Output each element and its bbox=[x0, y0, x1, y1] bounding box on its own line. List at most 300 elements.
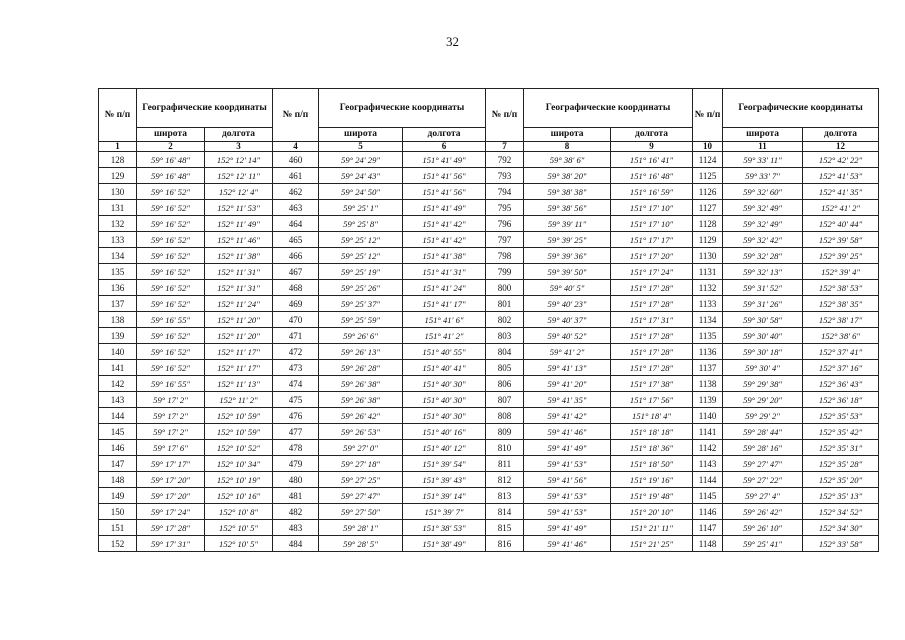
point-number-cell: 481 bbox=[273, 488, 319, 504]
latitude-cell: 59° 27' 25" bbox=[319, 472, 403, 488]
table-row bbox=[99, 344, 879, 360]
longitude-cell: 152° 11' 20" bbox=[205, 328, 273, 344]
latitude-cell: 59° 24' 29" bbox=[319, 152, 403, 168]
point-number-cell: 141 bbox=[99, 360, 137, 376]
longitude-cell: 151° 16' 59" bbox=[611, 184, 693, 200]
longitude-cell: 152° 35' 31" bbox=[803, 440, 879, 456]
latitude-cell: 59° 17' 31" bbox=[137, 536, 205, 552]
longitude-cell: 151° 40' 30" bbox=[403, 376, 486, 392]
longitude-cell: 152° 11' 24" bbox=[205, 296, 273, 312]
point-number-cell: 473 bbox=[273, 360, 319, 376]
latitude-cell: 59° 41' 20" bbox=[524, 376, 611, 392]
point-number-cell: 128 bbox=[99, 152, 137, 168]
latitude-cell: 59° 33' 7" bbox=[723, 168, 803, 184]
latitude-cell: 59° 29' 20" bbox=[723, 392, 803, 408]
point-number-cell: 132 bbox=[99, 216, 137, 232]
point-number-cell: 131 bbox=[99, 200, 137, 216]
column-number: 12 bbox=[803, 142, 879, 152]
longitude-cell: 152° 35' 28" bbox=[803, 456, 879, 472]
longitude-cell: 151° 17' 28" bbox=[611, 296, 693, 312]
longitude-cell: 151° 16' 48" bbox=[611, 168, 693, 184]
latitude-cell: 59° 41' 53" bbox=[524, 504, 611, 520]
point-number-cell: 483 bbox=[273, 520, 319, 536]
point-number-cell: 137 bbox=[99, 296, 137, 312]
longitude-cell: 151° 41' 49" bbox=[403, 152, 486, 168]
latitude-cell: 59° 17' 24" bbox=[137, 504, 205, 520]
point-number-cell: 810 bbox=[486, 440, 524, 456]
point-number-cell: 134 bbox=[99, 248, 137, 264]
latitude-cell: 59° 17' 6" bbox=[137, 440, 205, 456]
point-number-cell: 152 bbox=[99, 536, 137, 552]
latitude-cell: 59° 31' 26" bbox=[723, 296, 803, 312]
point-number-cell: 147 bbox=[99, 456, 137, 472]
latitude-cell: 59° 41' 53" bbox=[524, 456, 611, 472]
latitude-cell: 59° 16' 52" bbox=[137, 200, 205, 216]
header-lon: долгота bbox=[403, 128, 486, 142]
latitude-cell: 59° 29' 2" bbox=[723, 408, 803, 424]
latitude-cell: 59° 40' 5" bbox=[524, 280, 611, 296]
latitude-cell: 59° 32' 28" bbox=[723, 248, 803, 264]
longitude-cell: 152° 35' 42" bbox=[803, 424, 879, 440]
table-row bbox=[99, 504, 879, 520]
point-number-cell: 135 bbox=[99, 264, 137, 280]
longitude-cell: 151° 17' 31" bbox=[611, 312, 693, 328]
point-number-cell: 151 bbox=[99, 520, 137, 536]
table-row bbox=[99, 264, 879, 280]
point-number-cell: 142 bbox=[99, 376, 137, 392]
point-number-cell: 1147 bbox=[693, 520, 723, 536]
table-row bbox=[99, 216, 879, 232]
table-row bbox=[99, 152, 879, 168]
point-number-cell: 1142 bbox=[693, 440, 723, 456]
table-row bbox=[99, 424, 879, 440]
point-number-cell: 136 bbox=[99, 280, 137, 296]
longitude-cell: 151° 41' 6" bbox=[403, 312, 486, 328]
longitude-cell: 151° 18' 50" bbox=[611, 456, 693, 472]
longitude-cell: 151° 40' 55" bbox=[403, 344, 486, 360]
longitude-cell: 152° 38' 6" bbox=[803, 328, 879, 344]
longitude-cell: 152° 40' 44" bbox=[803, 216, 879, 232]
latitude-cell: 59° 31' 52" bbox=[723, 280, 803, 296]
table-row bbox=[99, 392, 879, 408]
longitude-cell: 152° 39' 25" bbox=[803, 248, 879, 264]
latitude-cell: 59° 27' 0" bbox=[319, 440, 403, 456]
longitude-cell: 152° 41' 2" bbox=[803, 200, 879, 216]
longitude-cell: 151° 17' 20" bbox=[611, 248, 693, 264]
longitude-cell: 151° 17' 56" bbox=[611, 392, 693, 408]
latitude-cell: 59° 25' 41" bbox=[723, 536, 803, 552]
point-number-cell: 813 bbox=[486, 488, 524, 504]
point-number-cell: 795 bbox=[486, 200, 524, 216]
point-number-cell: 807 bbox=[486, 392, 524, 408]
latitude-cell: 59° 39' 36" bbox=[524, 248, 611, 264]
longitude-cell: 151° 18' 18" bbox=[611, 424, 693, 440]
latitude-cell: 59° 25' 19" bbox=[319, 264, 403, 280]
column-number: 4 bbox=[273, 142, 319, 152]
longitude-cell: 151° 41' 56" bbox=[403, 168, 486, 184]
point-number-cell: 1132 bbox=[693, 280, 723, 296]
table-row bbox=[99, 168, 879, 184]
latitude-cell: 59° 39' 11" bbox=[524, 216, 611, 232]
longitude-cell: 151° 41' 31" bbox=[403, 264, 486, 280]
latitude-cell: 59° 25' 59" bbox=[319, 312, 403, 328]
point-number-cell: 1129 bbox=[693, 232, 723, 248]
header-lat: широта bbox=[723, 128, 803, 142]
latitude-cell: 59° 16' 52" bbox=[137, 264, 205, 280]
point-number-cell: 145 bbox=[99, 424, 137, 440]
point-number-cell: 466 bbox=[273, 248, 319, 264]
table-row bbox=[99, 376, 879, 392]
point-number-cell: 1135 bbox=[693, 328, 723, 344]
latitude-cell: 59° 26' 38" bbox=[319, 376, 403, 392]
table-row bbox=[99, 472, 879, 488]
latitude-cell: 59° 38' 56" bbox=[524, 200, 611, 216]
table-row bbox=[99, 200, 879, 216]
longitude-cell: 152° 11' 13" bbox=[205, 376, 273, 392]
longitude-cell: 152° 35' 20" bbox=[803, 472, 879, 488]
column-number: 10 bbox=[693, 142, 723, 152]
longitude-cell: 151° 40' 16" bbox=[403, 424, 486, 440]
point-number-cell: 808 bbox=[486, 408, 524, 424]
latitude-cell: 59° 30' 4" bbox=[723, 360, 803, 376]
longitude-cell: 152° 11' 49" bbox=[205, 216, 273, 232]
latitude-cell: 59° 16' 48" bbox=[137, 168, 205, 184]
latitude-cell: 59° 16' 52" bbox=[137, 344, 205, 360]
longitude-cell: 152° 11' 46" bbox=[205, 232, 273, 248]
latitude-cell: 59° 30' 40" bbox=[723, 328, 803, 344]
latitude-cell: 59° 16' 48" bbox=[137, 152, 205, 168]
header-coords: Географические координаты bbox=[723, 89, 879, 128]
point-number-cell: 1148 bbox=[693, 536, 723, 552]
latitude-cell: 59° 25' 8" bbox=[319, 216, 403, 232]
longitude-cell: 151° 41' 42" bbox=[403, 232, 486, 248]
point-number-cell: 1143 bbox=[693, 456, 723, 472]
table-row bbox=[99, 440, 879, 456]
latitude-cell: 59° 41' 49" bbox=[524, 520, 611, 536]
longitude-cell: 152° 38' 53" bbox=[803, 280, 879, 296]
latitude-cell: 59° 38' 20" bbox=[524, 168, 611, 184]
latitude-cell: 59° 16' 55" bbox=[137, 312, 205, 328]
longitude-cell: 152° 34' 30" bbox=[803, 520, 879, 536]
point-number-cell: 474 bbox=[273, 376, 319, 392]
longitude-cell: 151° 18' 36" bbox=[611, 440, 693, 456]
longitude-cell: 152° 10' 34" bbox=[205, 456, 273, 472]
longitude-cell: 151° 17' 17" bbox=[611, 232, 693, 248]
longitude-cell: 152° 10' 8" bbox=[205, 504, 273, 520]
table-row bbox=[99, 184, 879, 200]
longitude-cell: 151° 39' 14" bbox=[403, 488, 486, 504]
longitude-cell: 151° 17' 28" bbox=[611, 328, 693, 344]
longitude-cell: 152° 10' 5" bbox=[205, 520, 273, 536]
latitude-cell: 59° 39' 25" bbox=[524, 232, 611, 248]
latitude-cell: 59° 39' 50" bbox=[524, 264, 611, 280]
point-number-cell: 463 bbox=[273, 200, 319, 216]
point-number-cell: 462 bbox=[273, 184, 319, 200]
longitude-cell: 152° 10' 52" bbox=[205, 440, 273, 456]
latitude-cell: 59° 32' 13" bbox=[723, 264, 803, 280]
longitude-cell: 151° 39' 43" bbox=[403, 472, 486, 488]
point-number-cell: 793 bbox=[486, 168, 524, 184]
latitude-cell: 59° 26' 38" bbox=[319, 392, 403, 408]
latitude-cell: 59° 16' 52" bbox=[137, 232, 205, 248]
latitude-cell: 59° 32' 60" bbox=[723, 184, 803, 200]
longitude-cell: 152° 42' 22" bbox=[803, 152, 879, 168]
longitude-cell: 151° 19' 16" bbox=[611, 472, 693, 488]
header-lon: долгота bbox=[205, 128, 273, 142]
header-no: № п/п bbox=[273, 89, 319, 142]
point-number-cell: 465 bbox=[273, 232, 319, 248]
column-number: 6 bbox=[403, 142, 486, 152]
latitude-cell: 59° 27' 18" bbox=[319, 456, 403, 472]
point-number-cell: 467 bbox=[273, 264, 319, 280]
longitude-cell: 152° 39' 58" bbox=[803, 232, 879, 248]
point-number-cell: 816 bbox=[486, 536, 524, 552]
longitude-cell: 152° 10' 59" bbox=[205, 408, 273, 424]
longitude-cell: 152° 36' 43" bbox=[803, 376, 879, 392]
longitude-cell: 152° 11' 38" bbox=[205, 248, 273, 264]
table-row bbox=[99, 248, 879, 264]
table-row bbox=[99, 536, 879, 552]
point-number-cell: 482 bbox=[273, 504, 319, 520]
latitude-cell: 59° 25' 37" bbox=[319, 296, 403, 312]
point-number-cell: 479 bbox=[273, 456, 319, 472]
latitude-cell: 59° 41' 46" bbox=[524, 536, 611, 552]
longitude-cell: 151° 39' 54" bbox=[403, 456, 486, 472]
latitude-cell: 59° 17' 17" bbox=[137, 456, 205, 472]
latitude-cell: 59° 17' 20" bbox=[137, 472, 205, 488]
point-number-cell: 1145 bbox=[693, 488, 723, 504]
table-row bbox=[99, 328, 879, 344]
point-number-cell: 796 bbox=[486, 216, 524, 232]
point-number-cell: 1146 bbox=[693, 504, 723, 520]
point-number-cell: 798 bbox=[486, 248, 524, 264]
point-number-cell: 797 bbox=[486, 232, 524, 248]
longitude-cell: 151° 20' 10" bbox=[611, 504, 693, 520]
point-number-cell: 792 bbox=[486, 152, 524, 168]
longitude-cell: 151° 17' 10" bbox=[611, 200, 693, 216]
point-number-cell: 144 bbox=[99, 408, 137, 424]
column-number: 9 bbox=[611, 142, 693, 152]
longitude-cell: 152° 35' 13" bbox=[803, 488, 879, 504]
longitude-cell: 152° 11' 53" bbox=[205, 200, 273, 216]
latitude-cell: 59° 28' 5" bbox=[319, 536, 403, 552]
latitude-cell: 59° 17' 2" bbox=[137, 408, 205, 424]
latitude-cell: 59° 25' 1" bbox=[319, 200, 403, 216]
point-number-cell: 468 bbox=[273, 280, 319, 296]
coordinates-table bbox=[98, 88, 879, 552]
point-number-cell: 143 bbox=[99, 392, 137, 408]
latitude-cell: 59° 26' 53" bbox=[319, 424, 403, 440]
longitude-cell: 152° 10' 19" bbox=[205, 472, 273, 488]
point-number-cell: 464 bbox=[273, 216, 319, 232]
latitude-cell: 59° 27' 50" bbox=[319, 504, 403, 520]
longitude-cell: 152° 39' 4" bbox=[803, 264, 879, 280]
column-number: 1 bbox=[99, 142, 137, 152]
latitude-cell: 59° 27' 22" bbox=[723, 472, 803, 488]
longitude-cell: 151° 40' 41" bbox=[403, 360, 486, 376]
latitude-cell: 59° 41' 13" bbox=[524, 360, 611, 376]
latitude-cell: 59° 26' 28" bbox=[319, 360, 403, 376]
longitude-cell: 151° 17' 28" bbox=[611, 344, 693, 360]
header-no: № п/п bbox=[486, 89, 524, 142]
latitude-cell: 59° 16' 52" bbox=[137, 280, 205, 296]
column-number: 5 bbox=[319, 142, 403, 152]
point-number-cell: 1126 bbox=[693, 184, 723, 200]
longitude-cell: 152° 36' 18" bbox=[803, 392, 879, 408]
point-number-cell: 801 bbox=[486, 296, 524, 312]
point-number-cell: 476 bbox=[273, 408, 319, 424]
latitude-cell: 59° 27' 47" bbox=[723, 456, 803, 472]
longitude-cell: 151° 19' 48" bbox=[611, 488, 693, 504]
point-number-cell: 809 bbox=[486, 424, 524, 440]
longitude-cell: 151° 39' 7" bbox=[403, 504, 486, 520]
point-number-cell: 1140 bbox=[693, 408, 723, 424]
table-row bbox=[99, 408, 879, 424]
table-row bbox=[99, 488, 879, 504]
point-number-cell: 149 bbox=[99, 488, 137, 504]
longitude-cell: 152° 12' 14" bbox=[205, 152, 273, 168]
point-number-cell: 1130 bbox=[693, 248, 723, 264]
latitude-cell: 59° 16' 52" bbox=[137, 248, 205, 264]
longitude-cell: 152° 11' 17" bbox=[205, 360, 273, 376]
latitude-cell: 59° 17' 28" bbox=[137, 520, 205, 536]
latitude-cell: 59° 41' 56" bbox=[524, 472, 611, 488]
header-lon: долгота bbox=[611, 128, 693, 142]
latitude-cell: 59° 40' 23" bbox=[524, 296, 611, 312]
latitude-cell: 59° 41' 53" bbox=[524, 488, 611, 504]
header-lat: широта bbox=[524, 128, 611, 142]
point-number-cell: 1131 bbox=[693, 264, 723, 280]
point-number-cell: 1133 bbox=[693, 296, 723, 312]
latitude-cell: 59° 25' 26" bbox=[319, 280, 403, 296]
latitude-cell: 59° 26' 13" bbox=[319, 344, 403, 360]
longitude-cell: 151° 40' 12" bbox=[403, 440, 486, 456]
longitude-cell: 152° 11' 31" bbox=[205, 280, 273, 296]
column-number: 3 bbox=[205, 142, 273, 152]
point-number-cell: 812 bbox=[486, 472, 524, 488]
longitude-cell: 151° 41' 56" bbox=[403, 184, 486, 200]
longitude-cell: 152° 11' 20" bbox=[205, 312, 273, 328]
longitude-cell: 151° 40' 30" bbox=[403, 408, 486, 424]
latitude-cell: 59° 16' 52" bbox=[137, 296, 205, 312]
point-number-cell: 800 bbox=[486, 280, 524, 296]
latitude-cell: 59° 38' 38" bbox=[524, 184, 611, 200]
header-lat: широта bbox=[137, 128, 205, 142]
longitude-cell: 151° 38' 53" bbox=[403, 520, 486, 536]
point-number-cell: 804 bbox=[486, 344, 524, 360]
longitude-cell: 152° 10' 16" bbox=[205, 488, 273, 504]
point-number-cell: 805 bbox=[486, 360, 524, 376]
table-row bbox=[99, 280, 879, 296]
longitude-cell: 151° 38' 49" bbox=[403, 536, 486, 552]
point-number-cell: 480 bbox=[273, 472, 319, 488]
latitude-cell: 59° 41' 42" bbox=[524, 408, 611, 424]
latitude-cell: 59° 28' 44" bbox=[723, 424, 803, 440]
point-number-cell: 471 bbox=[273, 328, 319, 344]
longitude-cell: 151° 21' 25" bbox=[611, 536, 693, 552]
point-number-cell: 1125 bbox=[693, 168, 723, 184]
longitude-cell: 152° 11' 2" bbox=[205, 392, 273, 408]
latitude-cell: 59° 24' 43" bbox=[319, 168, 403, 184]
point-number-cell: 460 bbox=[273, 152, 319, 168]
point-number-cell: 1139 bbox=[693, 392, 723, 408]
column-number: 2 bbox=[137, 142, 205, 152]
table-row bbox=[99, 312, 879, 328]
latitude-cell: 59° 41' 35" bbox=[524, 392, 611, 408]
latitude-cell: 59° 27' 47" bbox=[319, 488, 403, 504]
latitude-cell: 59° 32' 42" bbox=[723, 232, 803, 248]
longitude-cell: 151° 17' 28" bbox=[611, 360, 693, 376]
latitude-cell: 59° 16' 52" bbox=[137, 184, 205, 200]
point-number-cell: 1144 bbox=[693, 472, 723, 488]
longitude-cell: 152° 10' 5" bbox=[205, 536, 273, 552]
table-body bbox=[99, 152, 879, 552]
longitude-cell: 152° 11' 17" bbox=[205, 344, 273, 360]
header-no: № п/п bbox=[99, 89, 137, 142]
point-number-cell: 484 bbox=[273, 536, 319, 552]
point-number-cell: 806 bbox=[486, 376, 524, 392]
latitude-cell: 59° 26' 10" bbox=[723, 520, 803, 536]
latitude-cell: 59° 41' 46" bbox=[524, 424, 611, 440]
header-lon: долгота bbox=[803, 128, 879, 142]
column-number: 11 bbox=[723, 142, 803, 152]
latitude-cell: 59° 32' 49" bbox=[723, 200, 803, 216]
header-lat: широта bbox=[319, 128, 403, 142]
longitude-cell: 152° 33' 58" bbox=[803, 536, 879, 552]
point-number-cell: 794 bbox=[486, 184, 524, 200]
longitude-cell: 151° 17' 28" bbox=[611, 280, 693, 296]
point-number-cell: 1137 bbox=[693, 360, 723, 376]
longitude-cell: 151° 18' 4" bbox=[611, 408, 693, 424]
point-number-cell: 814 bbox=[486, 504, 524, 520]
longitude-cell: 152° 11' 31" bbox=[205, 264, 273, 280]
point-number-cell: 138 bbox=[99, 312, 137, 328]
latitude-cell: 59° 16' 52" bbox=[137, 216, 205, 232]
latitude-cell: 59° 26' 6" bbox=[319, 328, 403, 344]
latitude-cell: 59° 25' 12" bbox=[319, 248, 403, 264]
latitude-cell: 59° 33' 11" bbox=[723, 152, 803, 168]
latitude-cell: 59° 27' 4" bbox=[723, 488, 803, 504]
latitude-cell: 59° 30' 58" bbox=[723, 312, 803, 328]
longitude-cell: 152° 10' 59" bbox=[205, 424, 273, 440]
latitude-cell: 59° 26' 42" bbox=[723, 504, 803, 520]
longitude-cell: 152° 12' 11" bbox=[205, 168, 273, 184]
longitude-cell: 152° 38' 17" bbox=[803, 312, 879, 328]
point-number-cell: 815 bbox=[486, 520, 524, 536]
point-number-cell: 139 bbox=[99, 328, 137, 344]
longitude-cell: 152° 41' 53" bbox=[803, 168, 879, 184]
point-number-cell: 469 bbox=[273, 296, 319, 312]
point-number-cell: 475 bbox=[273, 392, 319, 408]
latitude-cell: 59° 24' 50" bbox=[319, 184, 403, 200]
longitude-cell: 151° 17' 24" bbox=[611, 264, 693, 280]
point-number-cell: 129 bbox=[99, 168, 137, 184]
longitude-cell: 151° 41' 17" bbox=[403, 296, 486, 312]
longitude-cell: 152° 37' 41" bbox=[803, 344, 879, 360]
longitude-cell: 151° 41' 42" bbox=[403, 216, 486, 232]
point-number-cell: 1136 bbox=[693, 344, 723, 360]
point-number-cell: 140 bbox=[99, 344, 137, 360]
header-coords: Географические координаты bbox=[524, 89, 693, 128]
latitude-cell: 59° 16' 52" bbox=[137, 360, 205, 376]
point-number-cell: 1128 bbox=[693, 216, 723, 232]
column-number: 8 bbox=[524, 142, 611, 152]
latitude-cell: 59° 16' 52" bbox=[137, 328, 205, 344]
longitude-cell: 152° 12' 4" bbox=[205, 184, 273, 200]
latitude-cell: 59° 41' 2" bbox=[524, 344, 611, 360]
point-number-cell: 150 bbox=[99, 504, 137, 520]
table-row bbox=[99, 456, 879, 472]
